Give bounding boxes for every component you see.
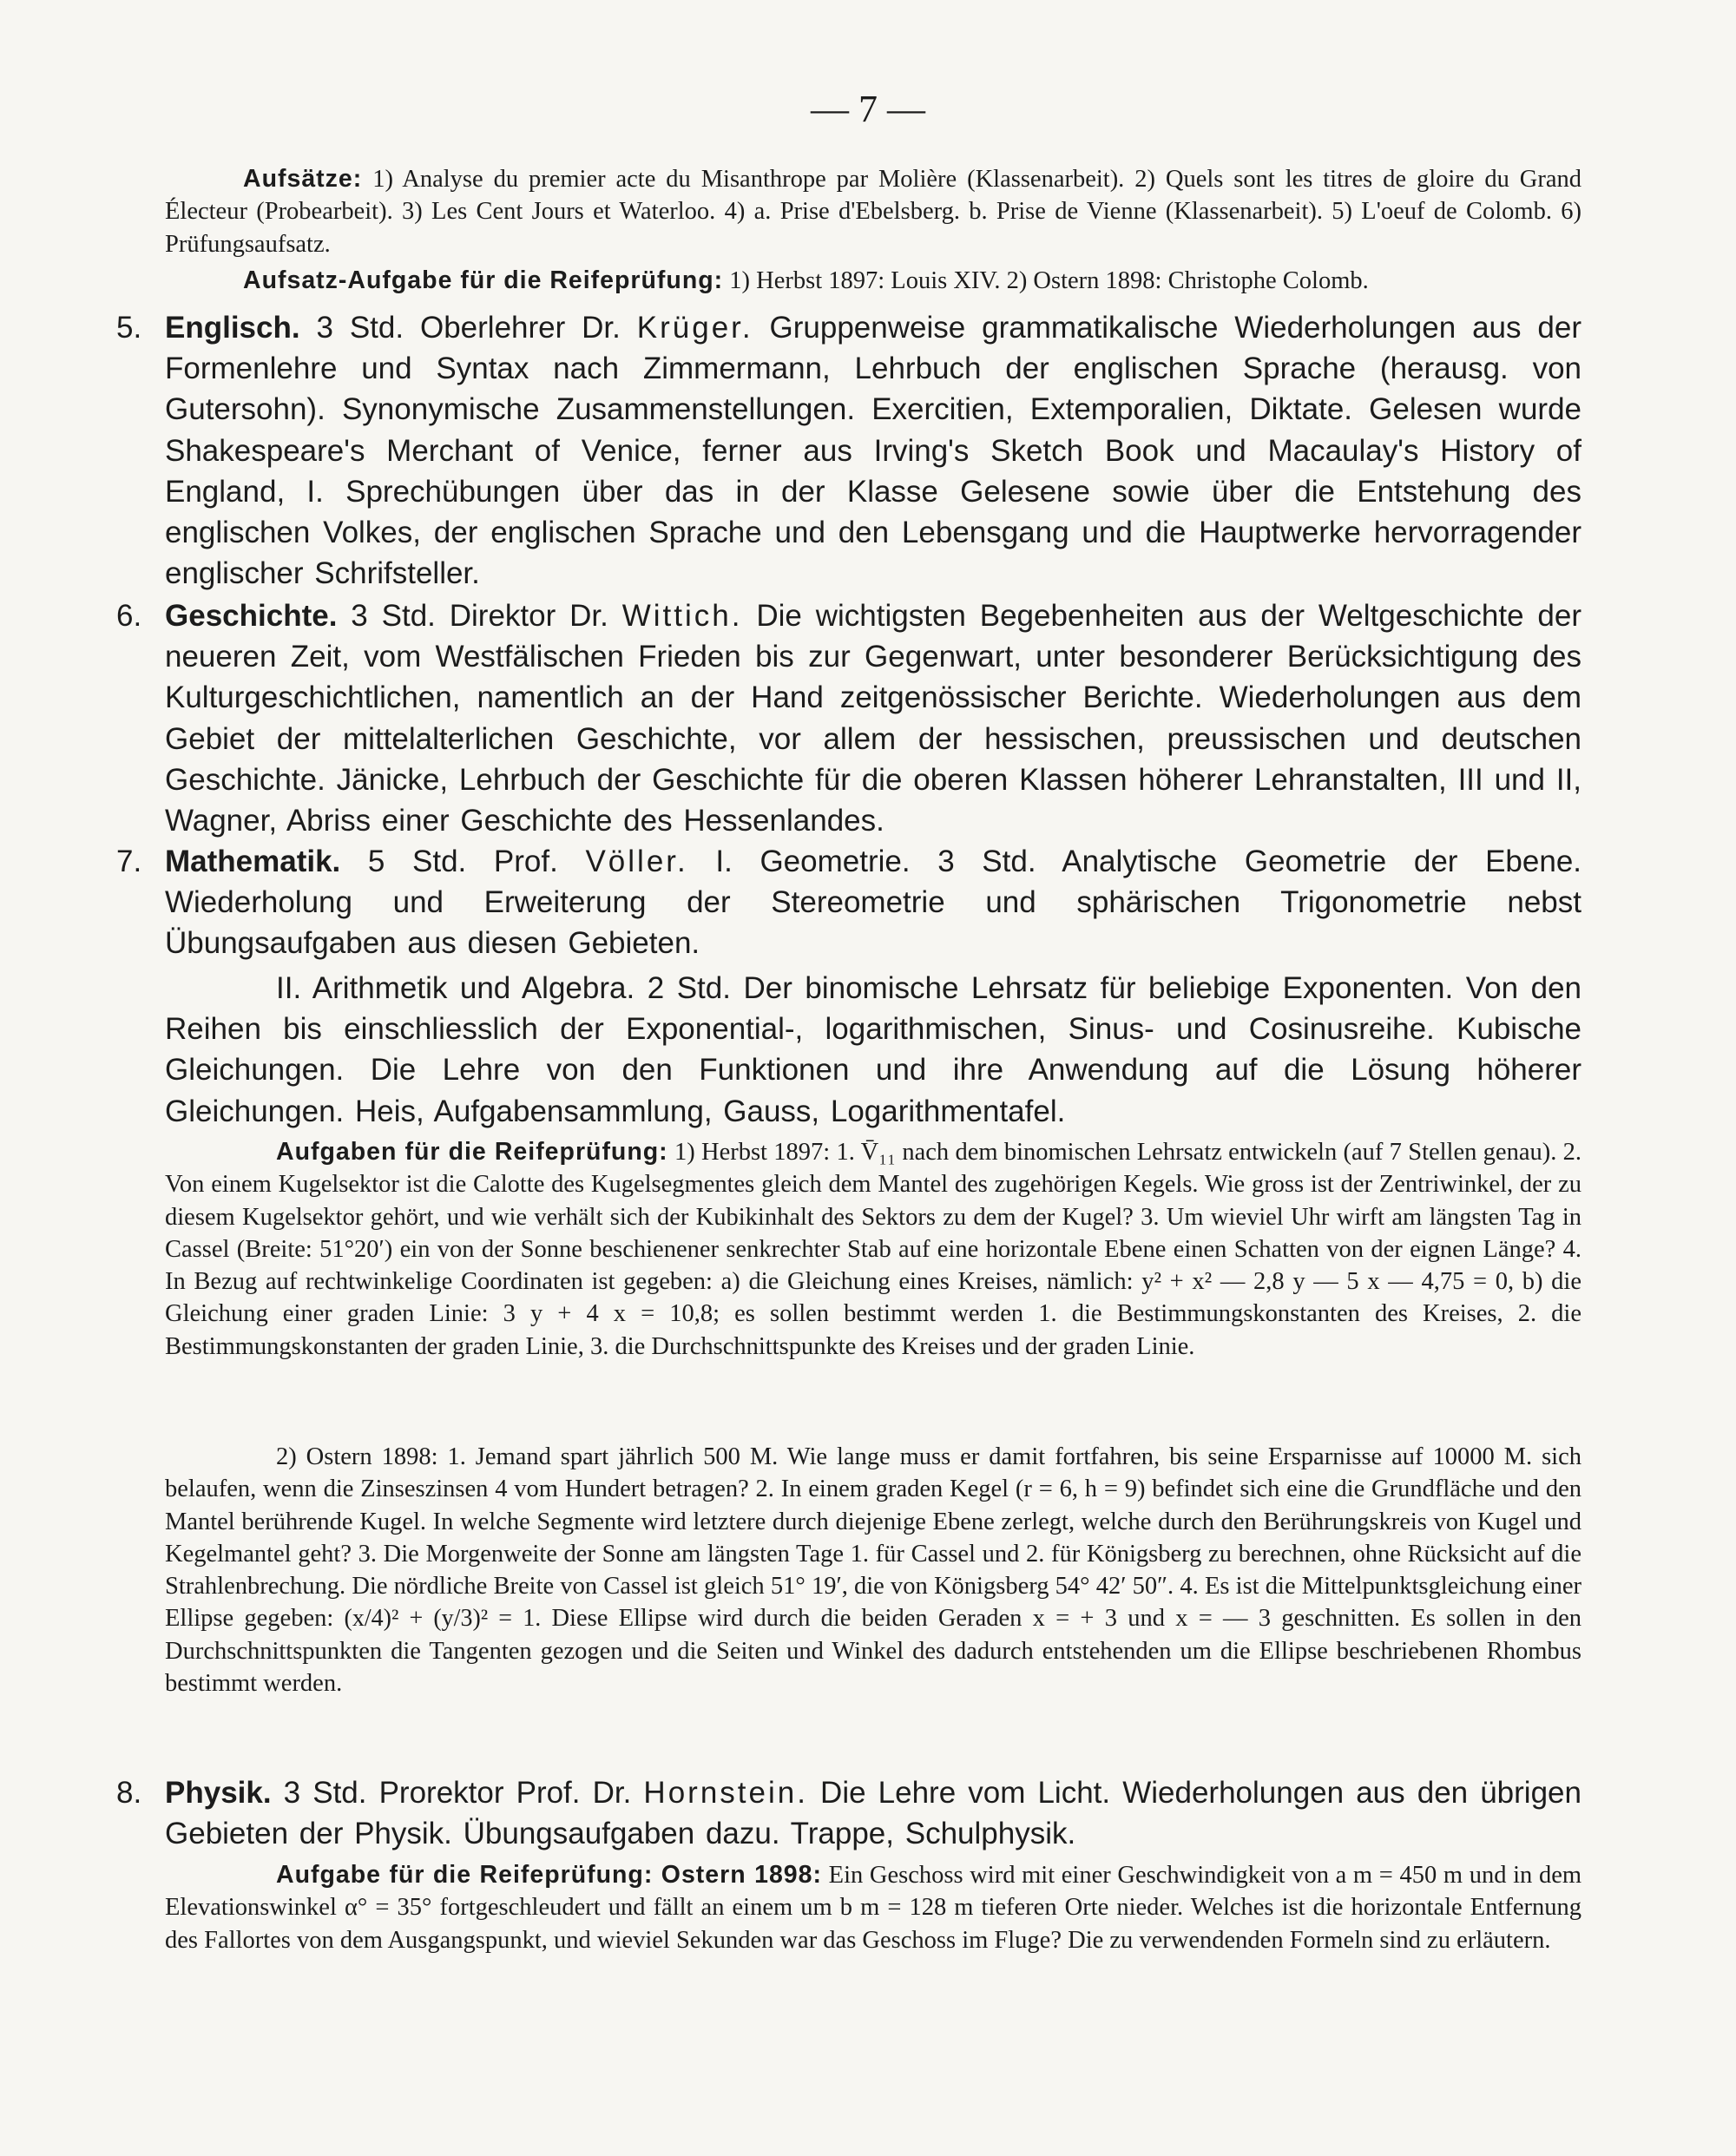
physik-hours: 3 Std. Prorektor Prof. Dr. (283, 1776, 632, 1810)
englisch-teacher: Krüger. (636, 311, 753, 345)
physik-aufgabe-label: Aufgabe für die Reifeprüfung: Ostern 1898: (276, 1861, 822, 1889)
geschichte-hours: 3 Std. Direktor Dr. (351, 599, 608, 633)
mathematik-subject: Mathematik. (165, 845, 341, 878)
mathematik-section: 7. Mathematik. 5 Std. Prof. Völler. I. Geometrie. 3 Std. Analytische Geometrie der Ebene. Wiederholung und Erweiterung der Stereometrie und sphärischen Trigonometrie nebst Übungsaufgaben aus diesen Gebieten. (116, 845, 1582, 961)
aufsatz-aufgabe-paragraph (165, 265, 1581, 297)
math-aufgaben-herbst-text: 1) Herbst 1897: 1. V̄₁₁ nach dem binomischen Lehrsatz entwickeln (auf 7 Stellen genau). 2. Von einem Kugelsektor ist die Calotte des Kugelsegmentes gleich dem Mantel des zugehörigen Kegels. Wie gross ist der Zentriwinkel, der zu diesem Kugelsektor gehört, und wie verhält sich der Kubikinhalt des Sektors zu dem der Kugel? 3. Um wieviel Uhr wirft am längsten Tag in Cassel (Breite: 51°20′) ein von der Sonne beschienener senkrechter Stab auf eine horizontale Ebene einen Schatten von der eignen Länge? 4. In Bezug auf rechtwinkelige Coordinaten ist gegeben: a) die Gleichung eines Kreises, nämlich: y² + x² — 2,8 y — 5 x — 4,75 = 0, b) die Gleichung einer graden Linie: 3 y + 4 x = 10,8; es sollen bestimmt werden 1. die Bestimmungskonstanten des Kreises, 2. die Bestimmungskonstanten der graden Linie, 3. die Durchschnittspunkte des Kreises und der graden Linie. (165, 1139, 1582, 1360)
math-aufgaben-ostern-text: 2) Ostern 1898: 1. Jemand spart jährlich 500 M. Wie lange muss er damit fortfahren, bis seine Ersparnisse auf 10000 M. sich belaufen, wenn die Zinseszinsen 4 vom Hundert betragen? 2. In einem graden Kegel (r = 6, h = 9) befindet sich eine die Grundfläche und den Mantel berührende Kugel. In welche Segmente wird letztere durch diejenige Ebene zerlegt, welche durch den Berührungskreis von Kugel und Kegelmantel geht? 3. Die Morgenweite der Sonne am längsten Tage 1. für Cassel und 2. für Königsberg zu berechnen, ohne Rücksicht auf die Strahlenbrechung. Die nördliche Breite von Cassel ist gleich 51° 19′, die von Königsberg 54° 42′ 50″. (165, 1443, 1581, 1601)
aufsaetze-paragraph (165, 163, 1581, 260)
aufsaetze-text: 1) Analyse du premier acte du Misanthrope par Molière (Klassenarbeit). 2) Quels sont les titres de gloire du Grand Électeur (Probearbeit). 3) Les Cent Jours et Waterloo. 4) a. Prise d'Ebelsberg. b. Prise de Vienne (Klassenarbeit). 5) L'oeuf de Colomb. 6) Prüfungsaufsatz. (165, 166, 1581, 258)
englisch-text: Gruppenweise grammatikalische Wiederholungen aus der Formenlehre und Syntax nach Zimmermann, Lehrbuch der englischen Sprache (herausg. von Gutersohn). Synonymische Zusammenstellungen. Exercitien, Extemporalien, Diktate. Gelesen wurde Shakespeare's Merchant of Venice, ferner aus Irving's Sketch Book und Macaulay's History of England, I. Sprechübungen über das in der Klasse Gelesene sowie über die Entstehung des englischen Volkes, der englischen Sprache und den Lebensgang und die Hauptwerke hervorragender englischer Schrifsteller. (165, 311, 1581, 591)
mathematik-part2: II. Arithmetik und Algebra. 2 Std. Der binomische Lehrsatz für beliebige Exponenten. Von den Reihen bis einschliesslich der Exponential-, logarithmischen, Sinus- und Cosinusreihe. Kubische Gleichungen. Die Lehre von den Funktionen und ihre Anwendung auf die Lösung höherer Gleichungen. Heis, Aufgabensammlung, Gauss, Logarithmentafel. (165, 971, 1581, 1128)
geschichte-section: 6. Geschichte. 3 Std. Direktor Dr. Wittich. Die wichtigsten Begebenheiten aus der Weltgeschichte der neueren Zeit, vom Westfälischen Frieden bis zur Gegenwart, unter besonderer Berücksichtigung des Kulturgeschichtlichen, namentlich an der Hand zeitgenössischer Berichte. Wiederholungen aus dem Gebiet der mittelalterlichen Geschichte, vor allem der hessischen, preussischen und deutschen Geschichte. Jänicke, Lehrbuch der Geschichte für die oberen Klassen höherer Lehranstalten, III und II, Wagner, Abriss einer Geschichte des Hessenlandes. (116, 599, 1582, 838)
math-aufgaben-herbst (165, 1136, 1581, 1363)
englisch-section: 5. Englisch. 3 Std. Oberlehrer Dr. Krüger. Gruppenweise grammatikalische Wiederholungen aus der Formenlehre und Syntax nach Zimmermann, Lehrbuch der englischen Sprache (herausg. von Gutersohn). Synonymische Zusammenstellungen. Exercitien, Extemporalien, Diktate. Gelesen wurde Shakespeare's Merchant of Venice, ferner aus Irving's Sketch Book und Macaulay's History of England, I. Sprechübungen über das in der Klasse Gelesene sowie über die Entstehung des englischen Volkes, der englischen Sprache und den Lebensgang und die Hauptwerke hervorragender englischer Schrifsteller. (116, 311, 1581, 591)
aufsaetze-label: Aufsätze: (243, 165, 363, 193)
math-aufgaben-label: Aufgaben für die Reifeprüfung: (276, 1138, 668, 1166)
physik-teacher: Hornstein. (643, 1776, 808, 1810)
physik-aufgabe-text: Ein Geschoss wird mit einer Geschwindigkeit von a m = 450 m und in dem Elevationswinkel α° = 35° fortgeschleudert und fällt an einem um b m = 128 m tieferen Orte nieder. Welches ist die horizontale Entfernung des Fallortes von dem Ausgangspunkt, und wieviel Sekunden war das Geschoss im Fluge? Die zu verwendenden Formeln sind zu erläutern. (165, 1862, 1582, 1954)
math-aufgaben-ostern-4b: Diese Ellipse wird durch die beiden Geraden x = + 3 und x = — 3 geschnitten. Es sollen in den Durchschnittspunkten die Tangenten gezogen und die Seiten und Winkel des dadurch entstehenden um die Ellipse beschriebenen Rhombus bestimmt werden. (165, 1605, 1581, 1698)
geschichte-text: Die wichtigsten Begebenheiten aus der Weltgeschichte der neueren Zeit, vom Westfälischen Frieden bis zur Gegenwart, unter besonderer Berücksichtigung des Kulturgeschichtlichen, namentlich an der Hand zeitgenössischer Berichte. Wiederholungen aus dem Gebiet der mittelalterlichen Geschichte, vor allem der hessischen, preussischen und deutschen Geschichte. Jänicke, Lehrbuch der Geschichte für die oberen Klassen höherer Lehranstalten, III und II, Wagner, Abriss einer Geschichte des Hessenlandes. (165, 599, 1582, 838)
englisch-subject: Englisch. (165, 311, 300, 345)
physik-text: Die Lehre vom Licht. Wiederholungen aus den übrigen Gebieten der Physik. Übungsaufgaben dazu. Trappe, Schulphysik. (165, 1776, 1581, 1851)
englisch-hours: 3 Std. Oberlehrer Dr. (316, 311, 621, 345)
physik-aufgabe-paragraph (165, 1859, 1581, 1956)
mathematik-hours: 5 Std. Prof. (367, 845, 558, 878)
math-aufgaben-ostern-4a: 4. Es ist die Mittelpunktsgleichung einer Ellipse gegeben: (165, 1573, 1582, 1633)
page-number: — 7 — (811, 88, 925, 130)
physik-section: 8. Physik. 3 Std. Prorektor Prof. Dr. Hornstein. Die Lehre vom Licht. Wiederholungen aus den übrigen Gebieten der Physik. Übungsaufgaben dazu. Trappe, Schulphysik. (116, 1776, 1581, 1851)
aufsatz-aufgabe-label: Aufsatz-Aufgabe für die Reifeprüfung: (243, 266, 724, 294)
geschichte-teacher: Wittich. (621, 599, 743, 633)
mathematik-text: I. Geometrie. 3 Std. Analytische Geometrie der Ebene. Wiederholung und Erweiterung der Stereometrie und sphärischen Trigonometrie nebst Übungsaufgaben aus diesen Gebieten. (165, 845, 1582, 961)
mathematik-teacher: Völler. (585, 845, 688, 878)
geschichte-subject: Geschichte. (165, 599, 338, 633)
math-aufgaben-ostern (165, 1441, 1581, 1699)
ellipse-equation: (x/4)² + (y/3)² = 1. (344, 1605, 542, 1633)
aufsatz-aufgabe-text: 1) Herbst 1897: Louis XIV. 2) Ostern 1898: Christophe Colomb. (729, 267, 1369, 294)
physik-subject: Physik. (165, 1776, 272, 1810)
